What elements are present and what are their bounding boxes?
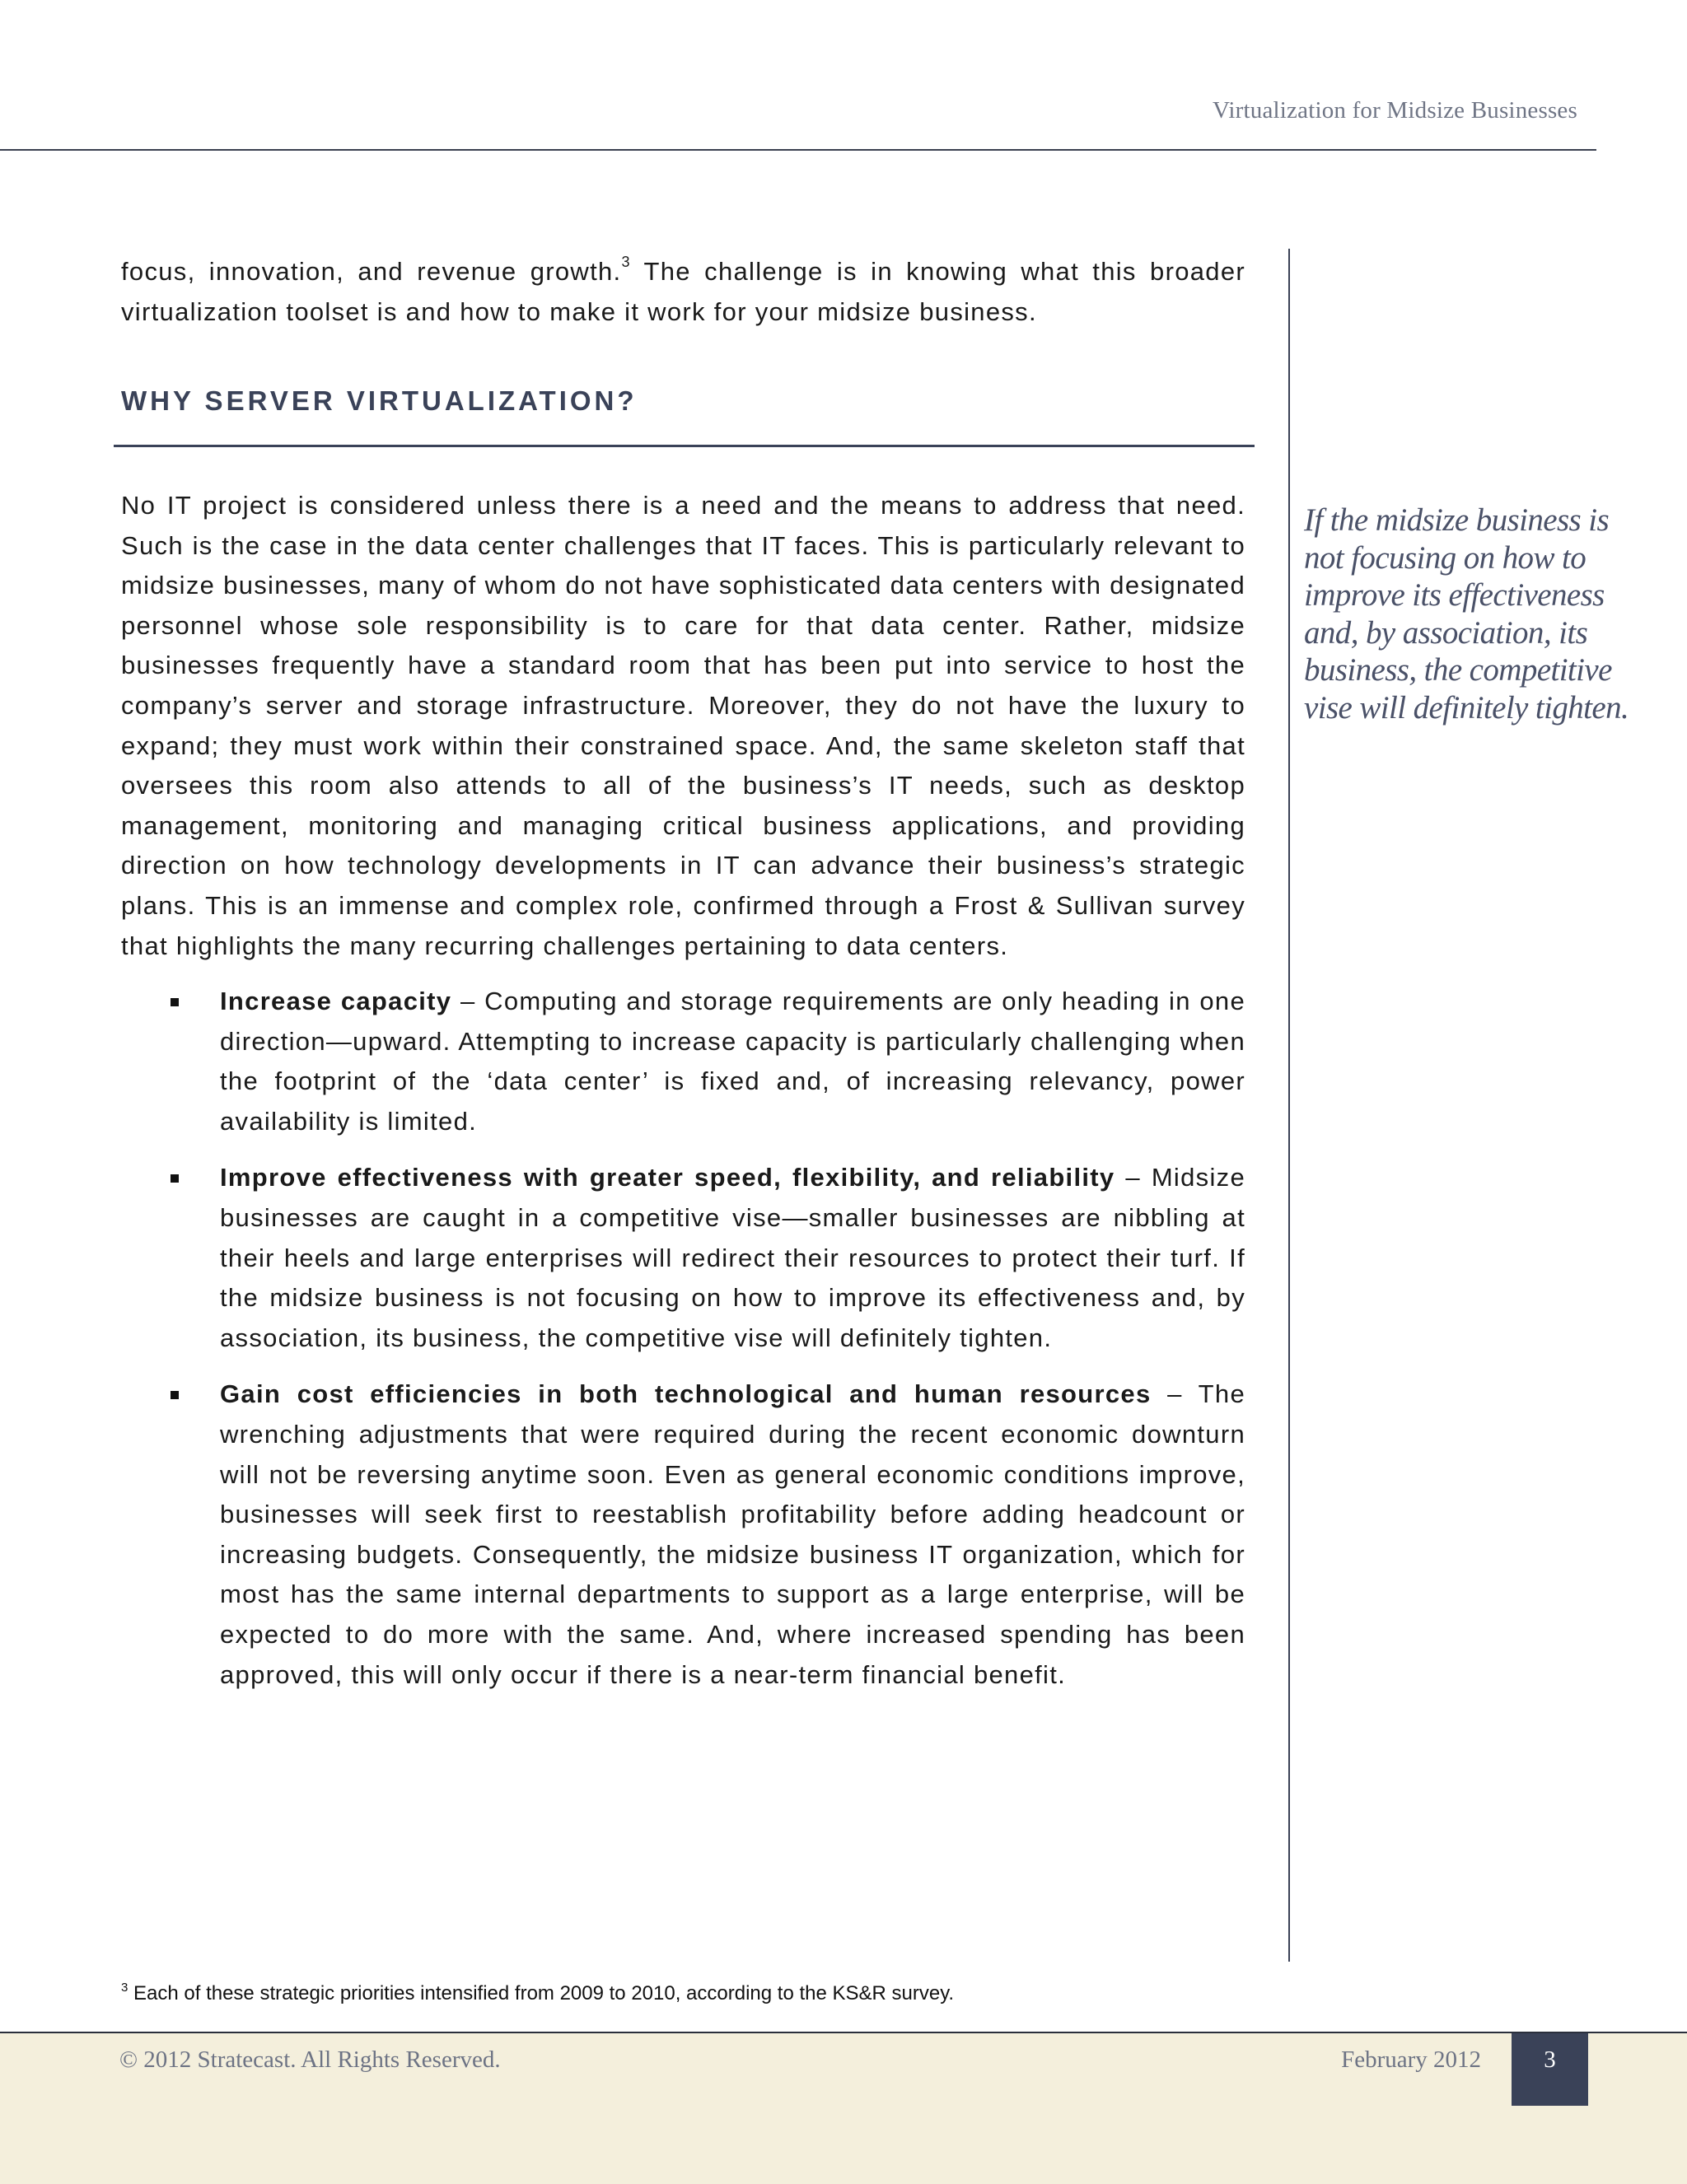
footnote-number: 3: [121, 1981, 129, 1995]
bullet-text: – Computing and storage requirements are only heading in one direction—upward. Attempting to increase capacity is particularly challenging when the footprint of the ‘data center’ is fixed and, of increasing relevancy, power availability is limited.: [220, 987, 1245, 1136]
list-item: [121, 982, 1245, 1141]
square-bullet-icon: [171, 1391, 179, 1399]
bullet-title: Gain cost efficiencies in both technological and human resources: [220, 1379, 1152, 1409]
section-heading: WHY SERVER VIRTUALIZATION?: [121, 385, 638, 416]
page-number: 3: [1544, 2046, 1556, 2073]
body-paragraph: No IT project is considered unless there is a need and the means to address that need. Such is the case in the data center challenges that IT faces. This is particularly relevant to midsize businesses, many of whom do not have sophisticated data centers with designated personnel whose sole responsibility is to care for that data center. Rather, midsize businesses frequently have a standard room that has been put into service to host the company’s server and storage infrastructure. Moreover, they do not have the luxury to expand; they must work within their constrained space. And, the same skeleton staff that oversees this room also attends to all of the business’s IT needs, such as desktop management, monitoring and managing critical business applications, and providing direction on how technology developments in IT can advance their business’s strategic plans. This is an immense and complex role, confirmed through a Frost & Sullivan survey that highlights the many recurring challenges pertaining to data centers.: [121, 491, 1245, 960]
section-rule: [114, 445, 1255, 447]
footnote-reference[interactable]: 3: [621, 254, 631, 270]
intro-text: focus, innovation, and revenue growth.: [121, 257, 622, 286]
running-header-title: Virtualization for Midsize Businesses: [1213, 97, 1577, 124]
square-bullet-icon: [171, 998, 179, 1006]
intro-text-continued: The challenge is in knowing what this broader virtualization toolset is and how to make it work for your midsize business.: [121, 257, 1245, 326]
intro-paragraph: [121, 252, 1245, 332]
bullet-title: Increase capacity: [220, 987, 452, 1015]
page-number-badge: [1512, 2033, 1588, 2106]
footer-date: February 2012: [1341, 2046, 1481, 2073]
bullet-list: [121, 982, 1245, 1711]
square-bullet-icon: [171, 1174, 179, 1183]
pull-quote: If the midsize business is not focusing on how to improve its effectiveness and, by association, its business, the competitive vise will definitely tighten.: [1304, 502, 1629, 726]
list-item: [121, 1374, 1245, 1695]
bullet-text: – Midsize businesses are caught in a competitive vise—smaller businesses are nibbling at their heels and large enterprises will redirect their resources to protect their turf. If the midsize business is not focusing on how to improve its effectiveness and, by association, its business, the competitive vise will definitely tighten.: [220, 1163, 1245, 1352]
footnote-text: Each of these strategic priorities intensified from 2009 to 2010, according to the KS&R survey.: [128, 1982, 955, 2004]
sidebar-divider: [1288, 249, 1290, 1962]
list-item: [121, 1158, 1245, 1358]
footer-copyright: © 2012 Stratecast. All Rights Reserved.: [119, 2046, 501, 2073]
bullet-title: Improve effectiveness with greater speed, flexibility, and reliability: [220, 1163, 1115, 1192]
header-rule: [0, 149, 1596, 151]
footnote: [121, 1982, 954, 2005]
body-paragraph-block: [121, 486, 1245, 966]
bullet-text: – The wrenching adjustments that were required during the recent economic downturn will not be reversing anytime soon. Even as general economic conditions improve, businesses will seek first to reestablish profitability before adding headcount or increasing budgets. Consequently, the midsize business IT organization, which for most has the same internal departments to support as a large enterprise, will be expected to do more with the same. And, where increased spending has been approved, this will only occur if there is a near-term financial benefit.: [220, 1379, 1245, 1689]
